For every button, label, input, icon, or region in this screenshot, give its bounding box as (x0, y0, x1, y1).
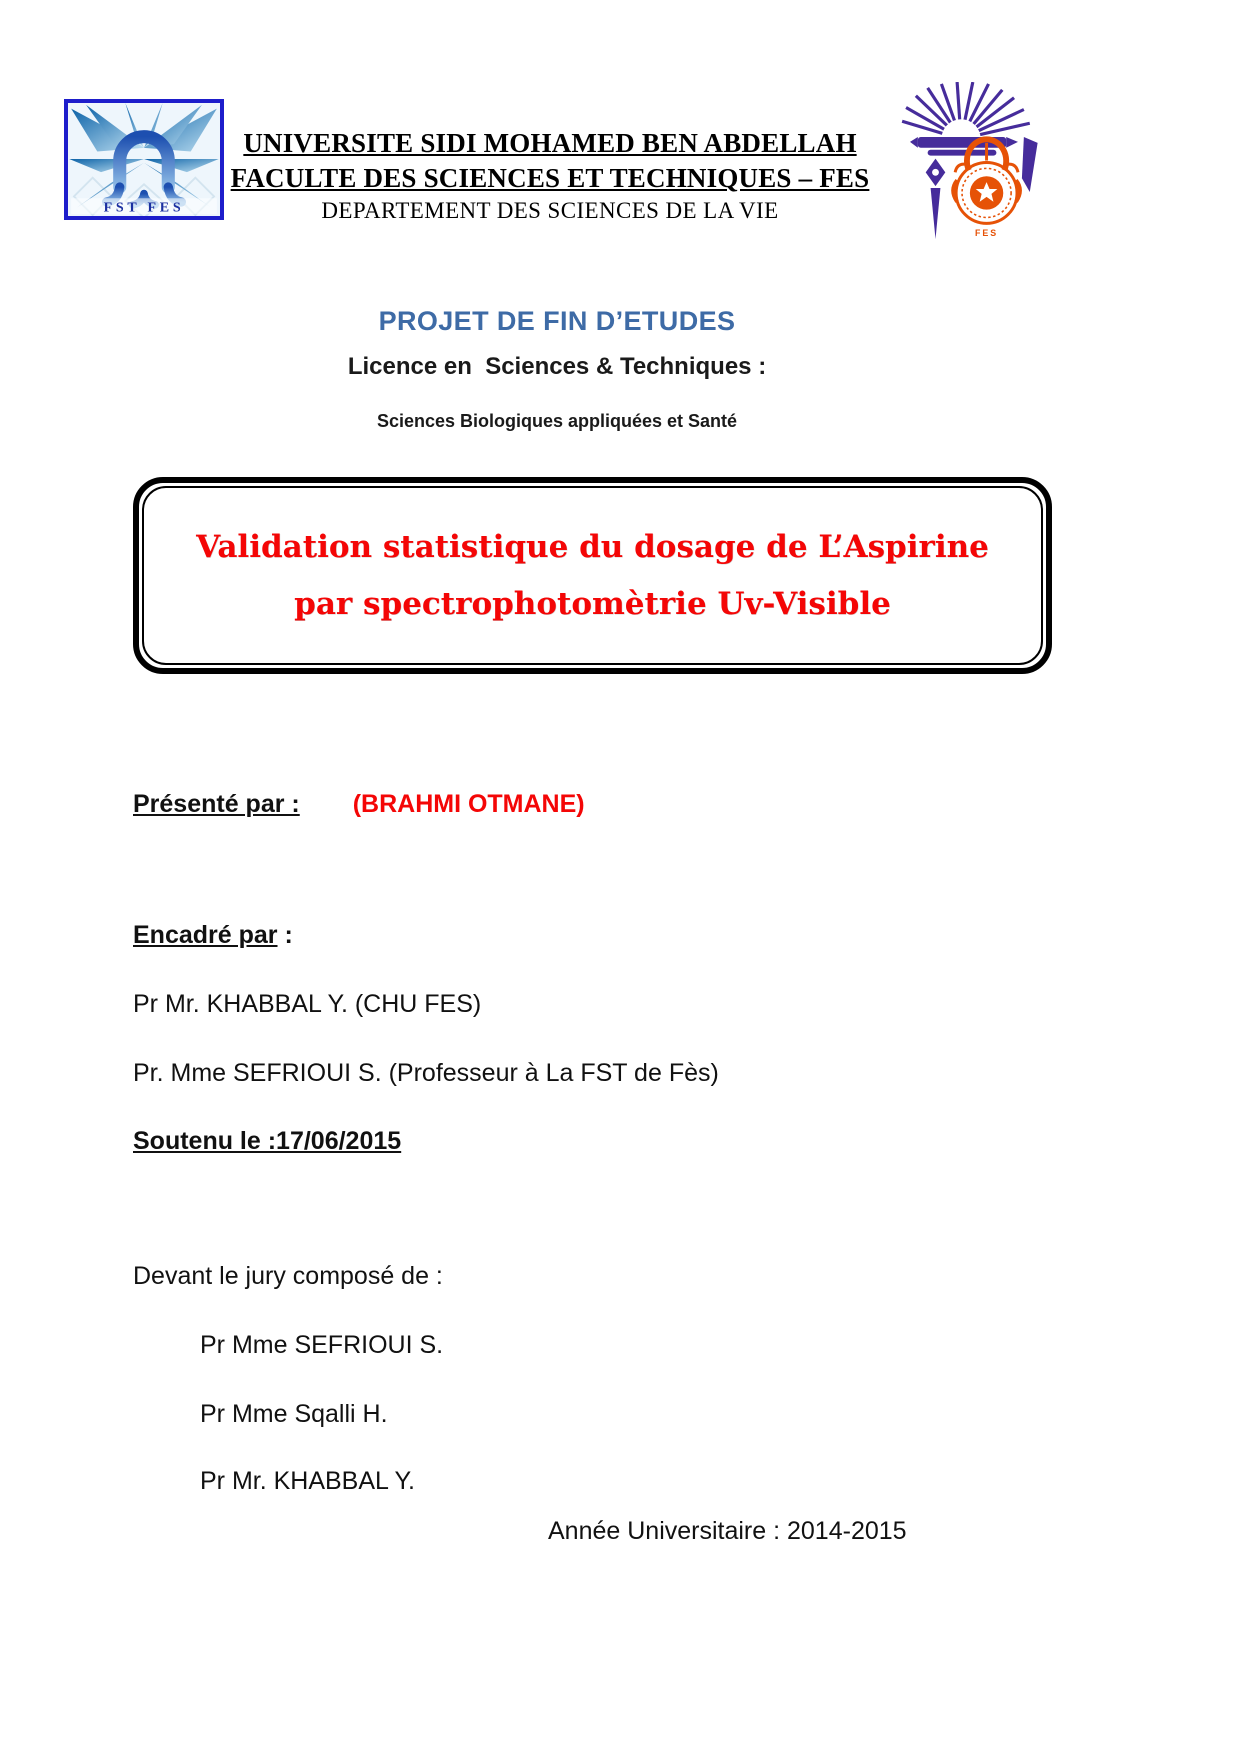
fst-fes-logo-graphic (68, 103, 220, 216)
seal-ribbon (1022, 137, 1038, 192)
department-name: DEPARTEMENT DES SCIENCES DE LA VIE (321, 198, 779, 223)
seal-caption: FES (975, 228, 999, 239)
project-kind: PROJET DE FIN D’ETUDES (378, 306, 736, 336)
project-specialty: Sciences Biologiques appliquées et Santé (376, 411, 738, 431)
jury-intro: Devant le jury composé de : (133, 1262, 443, 1290)
thesis-title-line1: Validation statistique du dosage de L’Aspirine (196, 528, 989, 565)
thesis-title-box (133, 477, 1052, 674)
project-degree: Licence en Sciences & Techniques : (347, 353, 767, 380)
supervisor-1: Pr Mr. KHABBAL Y. (CHU FES) (133, 990, 482, 1018)
fst-fes-logo (64, 99, 224, 220)
university-name: UNIVERSITE SIDI MOHAMED BEN ABDELLAH (243, 128, 857, 158)
supervised-by-row (133, 921, 293, 950)
faculty-name: FACULTE DES SCIENCES ET TECHNIQUES – FES (230, 163, 870, 193)
presented-by-row (133, 790, 585, 819)
academic-year: Année Universitaire : 2014-2015 (548, 1517, 907, 1545)
thesis-title-line2: par spectrophotomètrie Uv-Visible (294, 585, 891, 622)
fst-fes-logo-caption: FST FES (103, 200, 185, 216)
jury-member-1: Pr Mme SEFRIOUI S. (200, 1331, 444, 1359)
presented-by-label: Présenté par : (133, 790, 300, 818)
supervisor-2: Pr. Mme SEFRIOUI S. (Professeur à La FST de Fès) (133, 1059, 719, 1087)
jury-member-2: Pr Mme Sqalli H. (200, 1400, 388, 1428)
student-name: (BRAHMI OTMANE) (352, 790, 585, 818)
defense-date: Soutenu le :17/06/2015 (133, 1127, 402, 1155)
university-seal-graphic (883, 82, 1043, 244)
thesis-title-box-inner (142, 486, 1043, 665)
jury-member-3: Pr Mr. KHABBAL Y. (200, 1467, 415, 1495)
seal-pen (926, 159, 946, 240)
supervised-by-colon: : (277, 921, 293, 949)
project-block (63, 306, 1051, 432)
supervised-by-label: Encadré par (133, 921, 278, 949)
header-text-block (228, 126, 872, 226)
university-seal-logo (883, 82, 1043, 244)
logo-arch-emblem (107, 137, 182, 205)
